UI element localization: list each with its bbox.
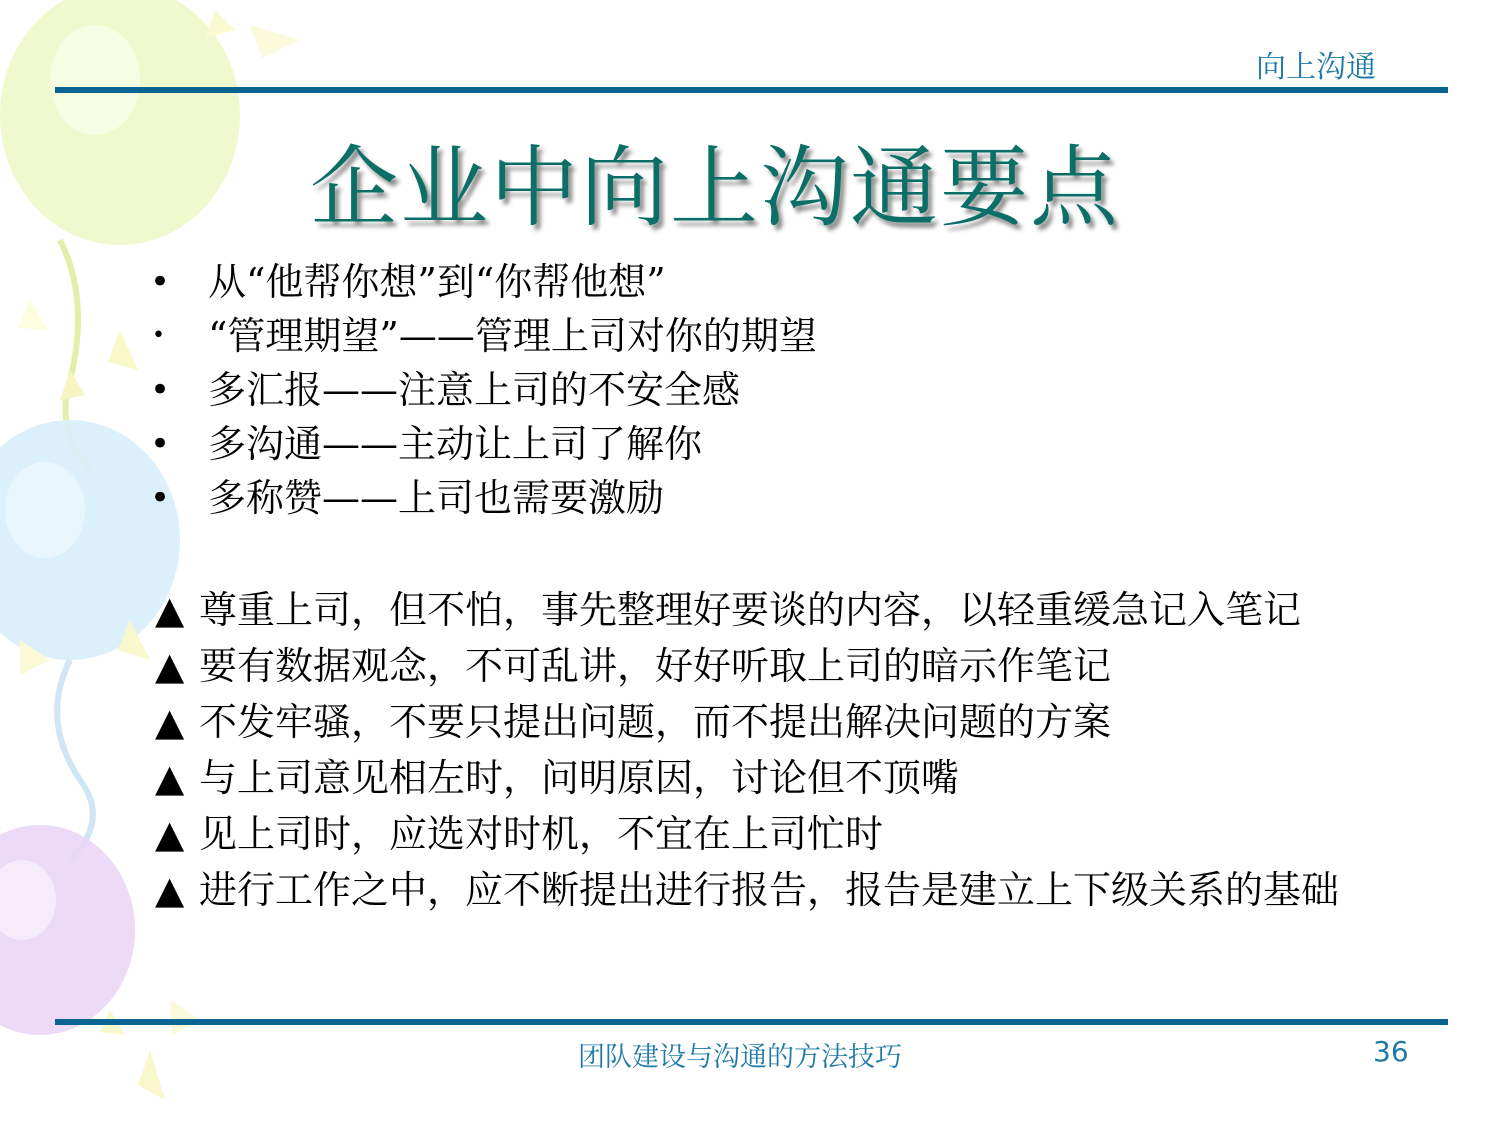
slide-title: 企业中向上沟通要点 bbox=[309, 136, 1120, 239]
tips-list bbox=[155, 588, 1415, 924]
top-divider bbox=[55, 87, 1448, 93]
tip-text: 进行工作之中，应不断提出进行报告，报告是建立上下级关系的基础 bbox=[199, 868, 1340, 912]
bullet-icon: • bbox=[150, 424, 171, 464]
triangle-icon: ▲ bbox=[155, 700, 185, 744]
bullet-icon: • bbox=[150, 262, 171, 302]
triangle-icon: ▲ bbox=[155, 812, 185, 856]
list-item bbox=[150, 309, 1350, 363]
list-item bbox=[150, 471, 1350, 525]
triangle-icon: ▲ bbox=[155, 588, 185, 632]
page-number: 36 bbox=[1373, 1035, 1409, 1068]
footer-title: 团队建设与沟通的方法技巧 bbox=[578, 1042, 902, 1073]
bullet-text: 多称赞——上司也需要激励 bbox=[208, 476, 665, 520]
bullet-icon: • bbox=[150, 370, 171, 410]
tip-item bbox=[155, 812, 1415, 857]
tip-item bbox=[155, 588, 1415, 633]
bullet-icon: • bbox=[150, 478, 171, 518]
tip-item bbox=[155, 700, 1415, 745]
bullet-text: 从“他帮你想”到“你帮他想” bbox=[208, 260, 666, 304]
tip-text: 尊重上司，但不怕，事先整理好要谈的内容，以轻重缓急记入笔记 bbox=[199, 588, 1302, 632]
triangle-icon: ▲ bbox=[155, 868, 185, 912]
tip-text: 与上司意见相左时，问明原因，讨论但不顶嘴 bbox=[199, 756, 960, 800]
bullet-text: “管理期望”——管理上司对你的期望 bbox=[208, 314, 817, 358]
tip-item bbox=[155, 868, 1415, 913]
tip-item bbox=[155, 644, 1415, 689]
tip-text: 不发牢骚，不要只提出问题，而不提出解决问题的方案 bbox=[199, 700, 1112, 744]
tip-text: 要有数据观念，不可乱讲，好好听取上司的暗示作笔记 bbox=[199, 644, 1112, 688]
bullet-list bbox=[150, 255, 1350, 525]
triangle-icon: ▲ bbox=[155, 644, 185, 688]
list-item bbox=[150, 363, 1350, 417]
bullet-text: 多沟通——主动让上司了解你 bbox=[208, 422, 703, 466]
bottom-divider bbox=[55, 1019, 1448, 1025]
triangle-icon: ▲ bbox=[155, 756, 185, 800]
tip-item bbox=[155, 756, 1415, 801]
list-item bbox=[150, 255, 1350, 309]
tip-text: 见上司时，应选对时机，不宜在上司忙时 bbox=[199, 812, 884, 856]
list-item bbox=[150, 417, 1350, 471]
section-label: 向上沟通 bbox=[1256, 50, 1376, 85]
bullet-text: 多汇报——注意上司的不安全感 bbox=[208, 368, 741, 412]
bullet-icon: • bbox=[152, 323, 165, 348]
